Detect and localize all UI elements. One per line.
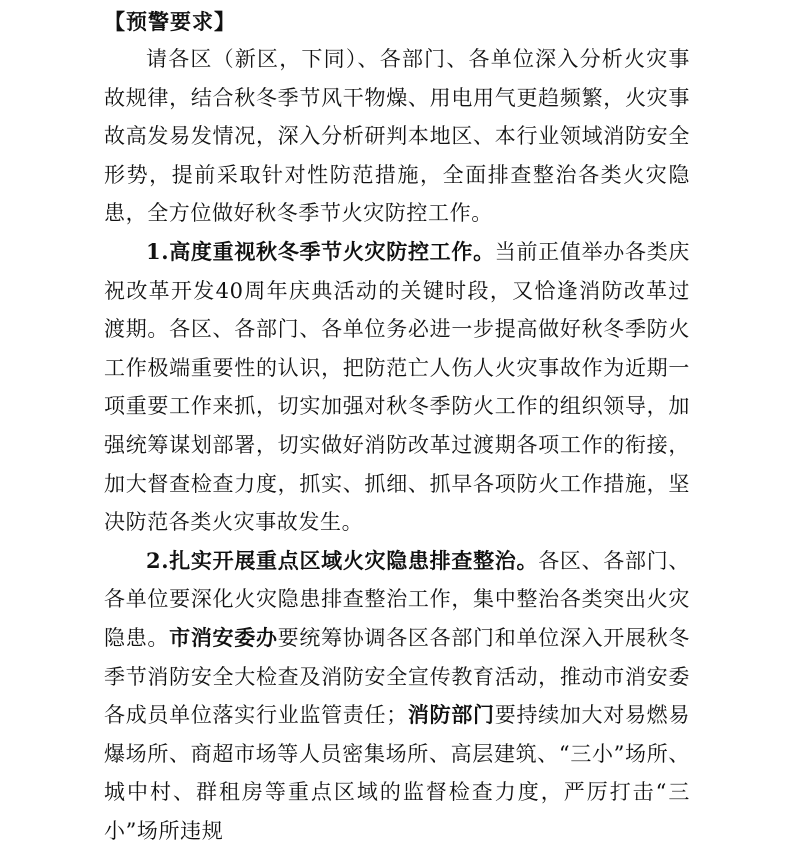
item-2-body-c: 要统筹协调各区各部门和单位深入开展秋冬季节消防安全大检查及消防安全宣传教育活动，推动市消安委各成员单位落实行业监管责任；	[104, 625, 690, 728]
item-2-body-e: 要持续加大对易燃易爆场所、商超市场等人员密集场所、高层建筑、“三小”场所、城中村、群租房等重点区域的监督检查力度，严厉打击“三小”场所违规	[104, 703, 690, 843]
item-2-bold-fire-dept: 消防部门	[407, 702, 495, 728]
section-heading: 【预警要求】	[104, 10, 236, 34]
item-1-body: 当前正值举办各类庆祝改革开发40周年庆典活动的关键时段，又恰逢消防改革过渡期。各区、各部门、各单位务必进一步提高做好秋冬季防火工作极端重要性的认识，把防范亡人伤人火灾事故作为近期一项重要工作来抓，切实加强对秋冬季防火工作的组织领导，加强统筹谋划部署，切实做好消防改革过渡期各项工作的衔接，加大督查检查力度，抓实、抓细、抓早各项防火工作措施，坚决防范各类火灾事故发生。	[104, 239, 691, 535]
document-page	[104, 4, 690, 850]
item-1-paragraph	[104, 233, 690, 542]
item-1-title: 1.高度重视秋冬季节火灾防控工作。	[146, 238, 495, 264]
intro-paragraph: 请各区（新区，下同）、各部门、各单位深入分析火灾事故规律，结合秋冬季节风干物燥、用电用气更趋频繁，火灾事故高发易发情况，深入分析研判本地区、本行业领域消防安全形势，提前采取针对性防范措施，全面排查整治各类火灾隐患，全方位做好秋冬季节火灾防控工作。	[104, 47, 690, 226]
item-2-paragraph	[104, 542, 690, 850]
item-2-bold-city-office: 市消安委办	[169, 624, 278, 650]
item-2-body-a: 各区、各部门、各单位要深化火灾隐患排查整治工作，集中整治各类突出火灾隐患。	[104, 548, 691, 650]
item-2-title: 2.扎实开展重点区域火灾隐患排查整治。	[146, 547, 539, 573]
